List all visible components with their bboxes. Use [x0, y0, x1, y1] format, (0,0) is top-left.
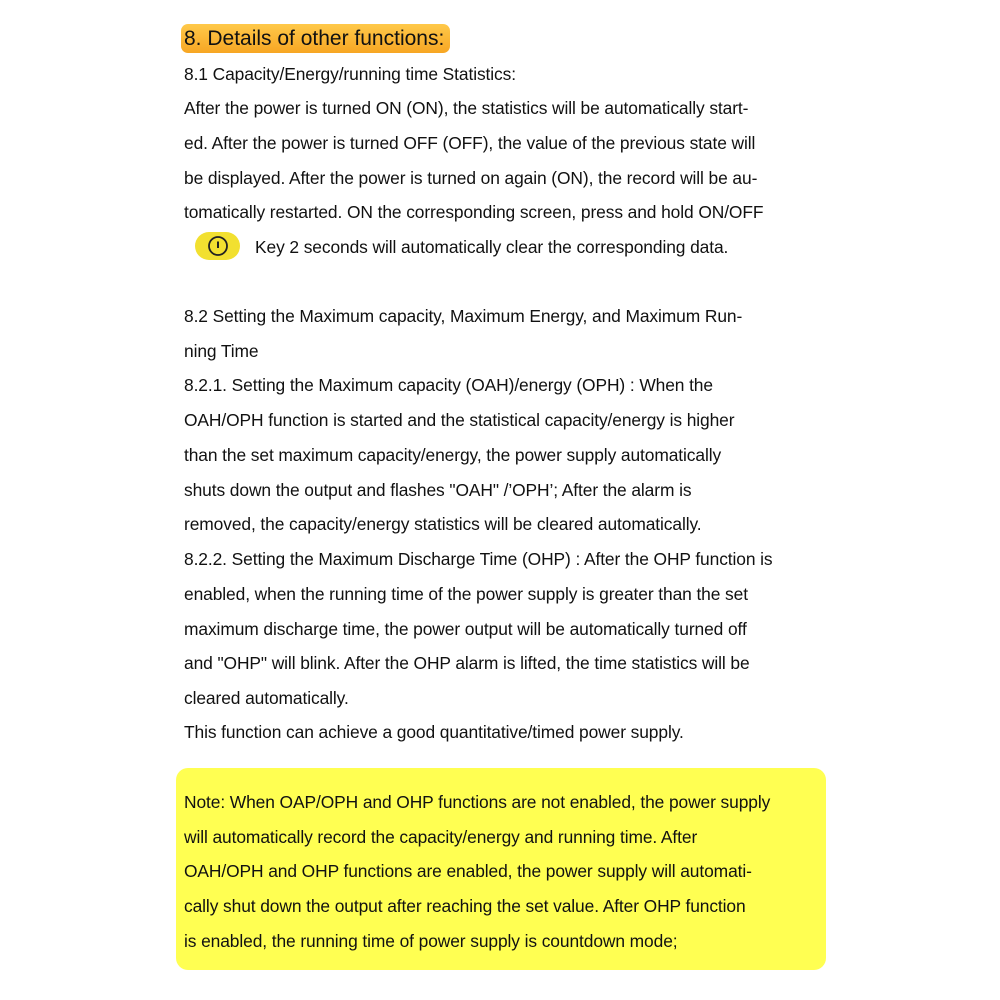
paragraph-line: Key 2 seconds will automatically clear the corresponding data.: [255, 237, 729, 257]
section-8-1-title: 8.1 Capacity/Energy/running time Statistics:: [184, 64, 516, 84]
note-line: is enabled, the running time of power supply is countdown mode;: [184, 931, 678, 951]
paragraph-line: tomatically restarted. ON the corresponding screen, press and hold ON/OFF: [184, 202, 764, 222]
note-line: Note: When OAP/OPH and OHP functions are not enabled, the power supply: [184, 792, 771, 812]
paragraph-line: shuts down the output and flashes "OAH" /’OPH’; After the alarm is: [184, 480, 692, 500]
note-line: cally shut down the output after reaching the set value. After OHP function: [184, 896, 746, 916]
paragraph-line: This function can achieve a good quantitative/timed power supply.: [184, 722, 684, 742]
note-line: will automatically record the capacity/energy and running time. After: [184, 827, 698, 847]
paragraph-line: 8.2.1. Setting the Maximum capacity (OAH)/energy (OPH) : When the: [184, 375, 713, 395]
paragraph-line: be displayed. After the power is turned on again (ON), the record will be au-: [184, 168, 758, 188]
section-8-2-title: 8.2 Setting the Maximum capacity, Maximum Energy, and Maximum Run-: [184, 306, 743, 326]
paragraph-line: After the power is turned ON (ON), the statistics will be automatically start-: [184, 98, 749, 118]
note-line: OAH/OPH and OHP functions are enabled, the power supply will automati-: [184, 861, 752, 881]
paragraph-line: cleared automatically.: [184, 688, 349, 708]
section-8-2-title: ning Time: [184, 341, 259, 361]
paragraph-line: 8.2.2. Setting the Maximum Discharge Time (OHP) : After the OHP function is: [184, 549, 773, 569]
paragraph-line: ed. After the power is turned OFF (OFF), the value of the previous state will: [184, 133, 756, 153]
section-heading: 8. Details of other functions:: [181, 24, 450, 53]
paragraph-line: removed, the capacity/energy statistics will be cleared automatically.: [184, 514, 702, 534]
power-button-icon: [195, 232, 240, 260]
paragraph-line: and "OHP" will blink. After the OHP alarm is lifted, the time statistics will be: [184, 653, 750, 673]
paragraph-line: enabled, when the running time of the power supply is greater than the set: [184, 584, 748, 604]
paragraph-line: maximum discharge time, the power output will be automatically turned off: [184, 619, 747, 639]
paragraph-line: than the set maximum capacity/energy, the power supply automatically: [184, 445, 722, 465]
paragraph-line: OAH/OPH function is started and the statistical capacity/energy is higher: [184, 410, 735, 430]
